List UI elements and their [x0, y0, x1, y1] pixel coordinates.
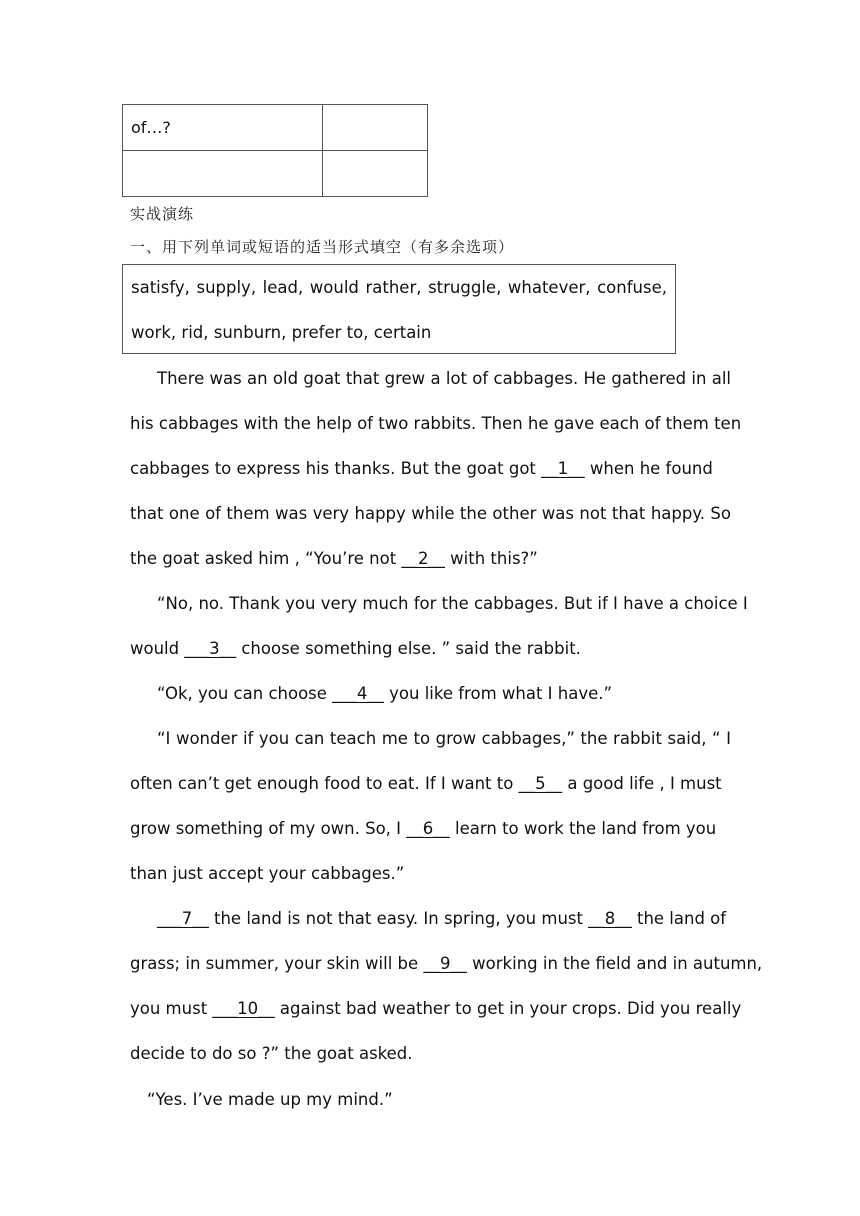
- word-bank-line: satisfy, supply, lead, would rather, struggle, whatever, confuse,: [131, 278, 667, 297]
- passage-line: would ___3__ choose something else. ” said the rabbit.: [130, 639, 581, 658]
- blank-1: __1__: [541, 459, 585, 478]
- passage-line: often can’t get enough food to eat. If I want to __5__ a good life , I must: [130, 774, 722, 793]
- passage-line: his cabbages with the help of two rabbits. Then he gave each of them ten: [130, 414, 742, 433]
- blank-4: ___4__: [332, 684, 384, 703]
- passage-line: grow something of my own. So, I __6__ learn to work the land from you: [130, 819, 717, 838]
- section-title: 实战演练: [130, 205, 195, 223]
- blank-9: __9__: [423, 954, 467, 973]
- table-row: [123, 105, 428, 151]
- passage-line: than just accept your cabbages.”: [130, 864, 405, 883]
- passage-line: cabbages to express his thanks. But the goat got __1__ when he found: [130, 459, 713, 478]
- passage-line: decide to do so ?” the goat asked.: [130, 1044, 413, 1063]
- passage-line: you must ___10__ against bad weather to get in your crops. Did you really: [130, 999, 742, 1018]
- table-cell: of…?: [123, 105, 323, 151]
- word-bank-line: work, rid, sunburn, prefer to, certain: [131, 323, 432, 342]
- blank-2: __2__: [401, 549, 445, 568]
- passage-line: “No, no. Thank you very much for the cabbages. But if I have a choice I: [157, 594, 748, 613]
- table-cell: [323, 105, 428, 151]
- passage-line: ___7__ the land is not that easy. In spring, you must __8__ the land of: [157, 909, 727, 928]
- table-cell: [323, 151, 428, 197]
- blank-8: __8__: [588, 909, 632, 928]
- table-row: [123, 151, 428, 197]
- blank-7: ___7__: [157, 909, 209, 928]
- passage-line: “I wonder if you can teach me to grow cabbages,” the rabbit said, “ I: [157, 729, 731, 748]
- passage-line: the goat asked him , “You’re not __2__ with this?”: [130, 549, 538, 568]
- passage-line: that one of them was very happy while the other was not that happy. So: [130, 504, 731, 523]
- blank-5: __5__: [518, 774, 563, 793]
- top-table: [122, 104, 428, 197]
- table-cell: [123, 151, 323, 197]
- blank-6: __6__: [406, 819, 450, 838]
- passage-line: There was an old goat that grew a lot of cabbages. He gathered in all: [157, 369, 731, 388]
- blank-10: ___10__: [212, 999, 275, 1018]
- passage-line: grass; in summer, your skin will be __9__ working in the field and in autumn,: [130, 954, 763, 973]
- blank-3: ___3__: [184, 639, 237, 658]
- passage-line: “Ok, you can choose ___4__ you like from what I have.”: [157, 684, 613, 703]
- task-title: 一、用下列单词或短语的适当形式填空（有多余选项）: [130, 238, 515, 256]
- word-bank-box: [122, 264, 676, 354]
- passage-line: “Yes. I’ve made up my mind.”: [147, 1090, 393, 1109]
